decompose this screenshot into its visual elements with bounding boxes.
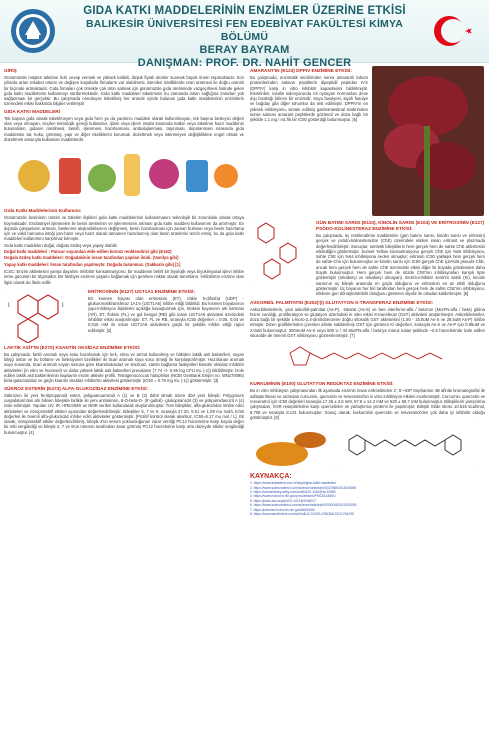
section-text-gkm: Günümüzde besinlerin üretim ve tüketim ilişkileri gıda katkı maddelerinin kullanılmasını teknolojik bir zorunluluk olarak ortaya koymaktadır. Endüstriyel işletmeleri ile besin üretiminin ve işlenmesinin artması gıda katkı maddesi kullanımını da artırmıştır. Ev dışında çalışanların artması, beslenme alışkanlıklarının değişmesi, besin hazırlanması için zaman bulması veya besin hazırlama için ve vakit harcama isteği yan-hazır veya hazır olarak tamamen hazırlanmış olan besin ürünlerini tercih etmiş, bu da gıda katkı maddeleri kullanımını karşılmaz kılmıştır. (4, 215, 244, 242)
additive-type-yapay: Yapay katkı maddeleri: İnsan tarafından yapılmıştır. Doğada bulunmaz. (Sakkarin gibi) [1] (4, 261, 181, 267)
right-column (250, 66, 485, 739)
section-title-amarant: AMARANT'IN (E123) DPPIV ENZİMİNE ETKİSİ: (250, 68, 352, 73)
turkish-flag-icon (431, 10, 477, 52)
additive-type-ozdes: Doğala özdeş katkı maddeleri: Doğadakinin insan tarafından yapılan iloidi. (Vanilya gibi) (4, 255, 179, 261)
section-title-gun: GÜN BATIMI SARISI (E110), KİNOLİN SARISI (E104) VE ERİTROSİNİN (E127) PSÖDO-KOLİNESTERAZ ENZİMİNE ETKİSİ: (316, 220, 485, 231)
eritrosin-row (4, 287, 244, 343)
reference-item[interactable]: 7. https://pubmed.ncbi.nlm.nih.gov/8606166/ (250, 507, 315, 512)
amaranth-plant-image (372, 66, 484, 216)
section-title-askorbik: ASKORBİL PALMİTATIN (E304)'(I) GLUTATYON S-TRANSFERAZ ENZİMİNE ETKİSİ: (250, 299, 434, 305)
section-title-gkm: Gıda Katkı Maddelerinin Kullanımı: (4, 208, 82, 214)
references-list (250, 481, 485, 516)
section-text-askorbik: Askorbilesterlerin, yani askorbil-palmitat (As-P), -stearat (As-S) ve fare interferon-alfa / beta'nın (MuIFN-alfa / beta) gibina hücre canlılığı, proliferasyon ve glutatyon üzerindeki in vitro etkisi S-transferaz (GST) aktivitesi araştırılmıştır. Askorbilesterler, doza bağlı bir şekilde 1-kloro-2,4-dinitrobenzene doğru sitosolik GST aktivitesini (1.50 - 15.0uM As-S ve 28.5uM As-P) inhibe etmiştir. Dizen grafiklerinden çizenlen afinite sabitlerimiş GST için görünen Ki değerleri, sırasıyla As-S ve As-P için 0.95uM ve 2.0uM bulunmuştur; 300muM As-S veya 600 U / ml MuIFN-alfa / beta'ya maruz kalan şeklinde ~0.6 hücrelerinde izole edilen sitozolde de önemli GST inhibisyonu gözlemlenmiştir. [7] (250, 306, 485, 339)
section-text-sukroz: Sükrozun iki yeni fenilpropanoid esteri, poliguanuaroroid A (1) ve B (2) dahil olmak üzere dört yeni bileşik; Polygonum cuspidatum'dan ahi bilinen bileşikle birlikte iki yeni antrakinon, 8-O-beta-D- (6'-galloil) -glukopiranozit (3) ve polipamidanozit A (4) izole edilmiştir. Yapıları UV, IR, HRESIMS ve NMR verileri kullanılarak oluşturulmuştur. Tüm bileşikler, alfa-glukozidaz inhibe edici aktiviteleri ve nöroprotektif etkileri açısından değerlendirilmiştir. Bileşikler 5, 7 ve 9, sırasıyla 27.20, 5.51 ve 1.09 mu mol/L IC50 değerleri ile önemli alfa-glukozidaz inhibe edici aktiviteler göstermiştir. [Pozitif kontrol olarak akarboz, IC50=6.17 mu mol / L]. Ek olarak, nöroprotektif etkiler değerlendirilmiş, bileşik 3'ün serum yoksunluğunun zarar verdiği PC12 hücrelerine karşı koyda değer bir etki sergilediği ve bileşik 2, 7 ve 9'un rotenon tarafından zarar görmüş PC12 hücrelerine karşı orta düzeyde etkiler sergilediği bulunmuştur. [4] (4, 392, 244, 435)
section-text-laktik: Bu çalışmada, farklı aromalı soya sosu hazırlamak için kırk, elma ve armut kullanılmış ve bitkiden laktik asit bakterileri, soyan bilişçi üstün ve bu bölüme ve fonksiyonel özellikleri iki ticari aromalı soya sosu örneği ile karşılaştırılmıştır. Hazırlanan aromalı soya sosunda, ticari aromalı soyan sosuna göre ksantinoksidaz ve tirozinaz, xantin bağlama faaliyetleri ksantin oksidaz inhibitör aktiviteleri (in vitro ve hücresel) ve daha yüksek laktik asit bakterileri prevalansı (7.74 ×/- 0.55 log CFU mL (-1)) bildirilmiştir. İzole edilen laktik asit bakterilerinin kapsamlı enzim aktivite profili, Tetragenococcus halophilus (NCBI GenBank Erişim no. MN270095) beta-galactosidaz ve güçlü ksantin oksidaz inhibitörü aktivitesi göstermiştir (IC50 = 0.79 mg mL (-1)) göstermiştir. [3] (4, 351, 244, 384)
section-title-gida: GIDA KATKI MADDELERİ (4, 108, 60, 114)
reference-item[interactable]: 6. https://www.sciencedirect.com/science/article/pii/S0300483X11000059 (250, 503, 357, 508)
poster-header (0, 0, 489, 69)
kurkumin-images-row (250, 422, 485, 470)
section-text-gkm2: Gıda katkı maddeleri doğal, doğala özdeş veya yapay olabilir. (4, 242, 118, 248)
reference-item[interactable]: 3. https://onlinelibrary.wiley.com/doi/full/10.1002/jsfa.10580 (250, 489, 336, 494)
poster-title: GIDA KATKI MADDELERİNİN ENZİMLER ÜZERİNE ETKİSİ (83, 5, 406, 17)
food-collage-image (4, 144, 244, 206)
section-title-kurkumin: KURKUMİNİN (E100) GLUTATYON REDÜKTAZ ENZİMİNE ETKİSİ: (250, 381, 394, 387)
references-title: KAYNAKÇA: (250, 473, 292, 481)
section-text-kurkumin: Bu in vitro inhibisyon çalışmasından ilk aşamada enzimin insan eritrositinden 2', 5'-ADP Sepharose 4B afinite kromatografisi ile saflaştırılması ve ardından curcumin, quercetin ve resveratrol'ün in vitro inhibisyon etkileri incelenmiştir. Curcumin, quercetin ve resveratrol için IC50 değerleri sırasıyla 17.25 ± 3.8 mM, 57.8 ± 14.2 mM ve 520 ± 96.7 mM bulunmuştur. Bileşiklerin yarışılırma çalışmaları, hGR reseptörlerine karşı quercetinler ve yarlaştırma yöntemi ile yapılmıştır. Bileşik Glide skoru 10.515 kcal/mol, 8.708 ve sırasıyla 8.131 bulunmuştur. Sonuç olarak, kurkuminin quercetin ve resveratrol'den çok daha iyi inhibitör olduğu görülmüştür. [8] (250, 388, 485, 420)
reference-item[interactable]: 1. https://www.acibadem.com.tr/hayat/gida-katki-maddeleri/ (250, 481, 337, 486)
poster-titles (70, 5, 419, 70)
reference-item[interactable]: 4. https://www.ncbi.nlm.nih.gov/pmc/articles/PMC8144591/ (250, 494, 336, 499)
section-text-gida: Tek başına gıda olarak tüketilmeyen veya gıda hem ya da yardımcı maddesi olarak kullanılmayan, tek başına besleyici değeri olan veya olmayan, seçilen teknolojik gereği kullanılan, işlem veya işlem imalat sırasında katkın veya tüketime hazır maddenin bulunabilen, gıdanın üretilmesi, tasnifi, işlenmesi, hazırlanması, ambalajlanması, taşınması, depolanması sırasında gıda maddesine tat, koku, görünüş, yapı ve diğer niteliklerini korumak, düzeltmek veya istenmeyen değişikliklere engel olmak ve düzeltmek amacıyla kullanılan maddelerdir. (4, 115, 244, 142)
gida-row (4, 116, 244, 143)
section-text-giris: Günümüzde müşteri talebine hızlı cevap vermek ve yüksek kaliteli, düşük fiyatlı ürünler sunmak büyük önem taşımaktadır. Son yıllarda artan rekabet ortamı ve değişen koşullarla firmaların var olabilmesi, istenilen özelliklerde ürün üretmesi ile doğru orantılı bir biçimde artmaktadır. Gıda firmaları çok örnekte çok ürün satmak için günümüzde gıda üretiminde vazgeçilmesi halinde gelen gıda katkı maddelerini kullanmayı sürdürmektedir. Gıda katkı maddeleri tüketiminin bu zamanda insan sağlığına zararları yok sağlanması bir gerçektir. Bu çalışmada nereduyse tüketilmiş her üründe içinde bulunan gıda katkı maddelerinin enzimlerin üzerindeki etkisi hakkında bilgiler verilmiştir. (4, 75, 244, 107)
poster-institution: BALIKESİR ÜNİVERSİTESİ FEN EDEBİYAT FAKÜLTESİ KİMYA BÖLÜMÜ (85, 18, 404, 43)
reference-item[interactable]: 8. https://www.tandfonline.com/doi/full/10.3109/14756366.2013.764295 (250, 511, 354, 516)
poster-author: BERAY BAYRAM (199, 44, 290, 56)
section-text-icsc: ICSC: Enzim aktivitesini yarışa dayalımı inhibitör konsantrasyonu; bir maddenin belirli bir biyolojik veya biyokimyasal işlevi inhibe etme gücünün bir ölçüsüdür. Bir farklıyet enzimin yaşamı bağlamak için gereken miktar olarak tanımlanır. İnhibitörün enzime olan ilgisi olarak da ifade edilir. (4, 268, 244, 285)
section-text-amarant: Bu çalışmada, enzimatik sindirimden sonra amarantlı tohum proteinlerinden salınan peptitlerin dipeptidil peptidaz IV'e (DPPIV) karşı in vitro inhibitör kapasitesini bildirilmiştir. İnkretinleri, insülin salınıyorunda rol oynayan hormonları deve dışı bıraktığı bilinen bir enzimdir. Soya fasulyesi, siyah fasulye ve buğday gibi diğer tohumlar da test edilmiştir. DPPIV'in en yüksek inhibisyonu, simüle edilmiş gastrointestinal sindirimden sonra salınan amarant peptitlerde gözlendi ve doza bağlı bir şekilde 1.1 mg / mL'lik bir IC50 gösterdiği bulunmuştur. [5] (250, 75, 368, 123)
gun-row (250, 218, 485, 298)
svg-text:I: I (8, 302, 10, 309)
left-column (4, 66, 244, 739)
svg-text:I: I (62, 302, 64, 309)
poster-advisor: DANIŞMAN: PROF. DR. NAHİT GENCER (137, 57, 352, 69)
chemical-structure-curcumin-image (339, 422, 479, 470)
reference-item[interactable]: 5. https://pubs.acs.org/doi/10.1021/jf4046227 (250, 498, 316, 503)
section-text-gun: Bu çalışmada, üç renklendirme maddesinin (gün batımı sarısı, kinolin sarısı ve eritrosin) gerçek ve psödo-kolinesterazlar (ChE) üzerindeki etkileri insan eritrosit ve plazmada değerlendirilmiştir. Sonuçlar, sentetik bileşiklerin hem gerçek hem de sahte ChE aktivitesini etkilediğini göstermiştir. Sunset Yellow konsantrasyonu gerçek ChE için %50 inhibisyona, sahte ChE için %64 inhibisyona neden olmuştur; eritrosin IC50 yaklaşık hem gerçek hem de sahte-Che için bulunmuştur ve kinolin sarısı için IC50 gerçek ChE için%25 pseudo-ChE, ancak hem gerçek hem de sahte ChE üzerindeki etkisi diğer iki boyada görülenden daha büyük bulunmuştur. Hem gerçek hem de sözde ChE'nin inhibisyonları karışık tipte gözlemiştir (rekabetçi ve rekabetçi olmayan). Enzim-inhibitör sentrim sabiti (Ki), kinolin sarısının üç bileşik arasında en güçlü olduğunu ve eritrosinin en az etkili olduğunu göstermiştir. Üç boyanın her biri tarafından hem gerçek hem de sahte ChE'nin inhibisyonu, etkilerin geri dönüştürülebilir olduğunu gösteren diyaliz ile ortadan kaldırılmıştır. [6] (316, 233, 485, 297)
section-title-giris: GİRİŞ (4, 68, 17, 73)
chemical-structure-erythrosine-image (4, 287, 84, 343)
amarant-row (250, 66, 485, 216)
university-seal-icon (10, 8, 56, 54)
chemical-structure-ascorbyl-palmitate-image (250, 339, 485, 379)
section-title-sukroz: SÜKROZ ESTERİN (E473) ALFA-GLUKOZİDAZ ENZİMİNE ETKİSİ: (4, 385, 149, 391)
section-title-laktik: LAKTİK ASİT'İN (E270) KSANTİN OKSİDAZ ENZİMİNE ETKİSİ: (4, 344, 141, 350)
turmeric-image (250, 422, 335, 470)
section-text-eritrosin: Bir kısmen boyası olan eritrosinin (ET), iötkin 5-difosfat (UDP) - glukuronosiltransferaz 1A1'e (UGT1A6) inhibe ettiği bildirildi. Bu kısmen boyalarının yapı-inhibisyon ilişkilerini açıklığa kavuşturmak için, tiroksin boyasının ark karması (AR), ET, floksin (FL) ve gül bengal (RB) gibi insan UGT1A6 aktivitesi üzerindeki inhibitör etkisi araştırılmıştır. ET, FL ve RB, sırasıyla IC50 değerleri = 0,05, 0,04 ve 0,015 mM ile insan UGT1A6 aktivitesini güçlü bir şekilde inhibe ettiği rapor edilmiştir. [2] (88, 295, 244, 333)
additive-type-dogal: Doğal katkı maddeleri : Pancar suyundan elde edilen kırmızı renklendirici gibi (E162) (4, 249, 172, 255)
section-title-eritrosin: ERİTROSİNİN (E127) UGT1A1 ENZİMİNE ETKİSİ: (88, 288, 196, 294)
reference-item[interactable]: 2. https://www.sciencedirect.com/science/article/pii/S0278691514005390 (250, 485, 357, 490)
chemical-structure-sunset-yellow-image (250, 218, 312, 288)
